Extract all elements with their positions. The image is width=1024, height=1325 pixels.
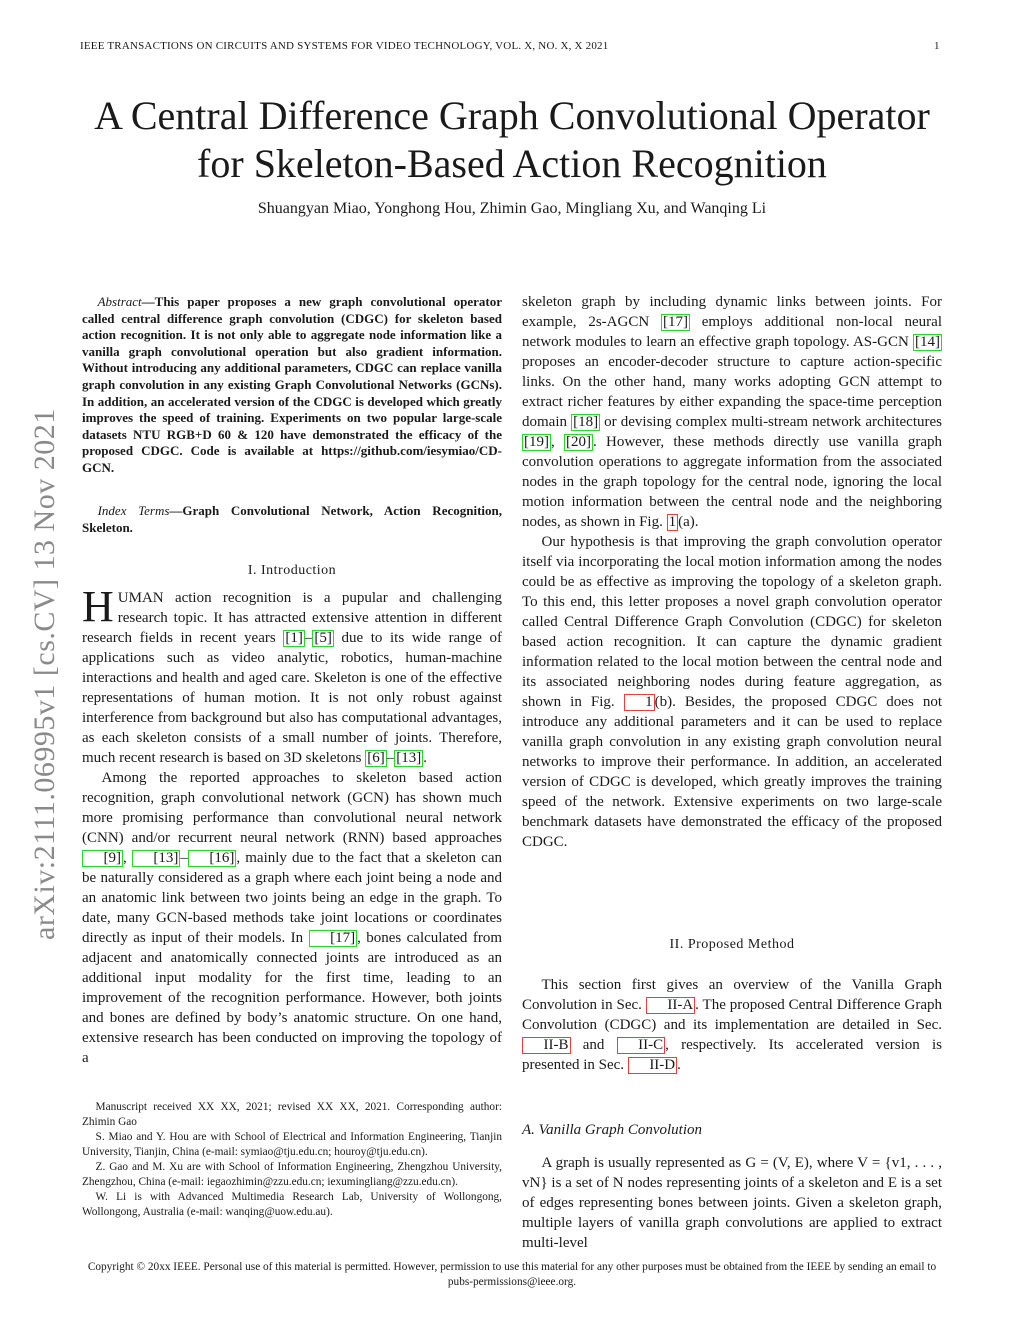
title-line-1: A Central Difference Graph Convolutional Operator [94,93,930,138]
paragraph: skeleton graph by including dynamic links between joints. For example, 2s-AGCN [17] employs additional non-local neural network modules to learn an effective graph topology. AS-GCN [14] proposes an encoder-decoder structure to capture action-specific links. On the other hand, many works adopting GCN attempt to extract richer features by either expanding the space-time perception domain [18] or devising complex multi-stream network architectures [19] , [20] . However, these methods directly use vanilla graph convolution operations to aggregate information from the associated nodes in the graph topology for the central node, ignoring the local motion information between the central node and the neighboring nodes, as shown in Fig. 1 (a). [522,294,942,530]
citation-link[interactable]: [1] [285,630,303,646]
footnote: Manuscript received XX XX, 2021; revised XX XX, 2021. Corresponding author: Zhimin Gao [82,1101,502,1128]
page-number: 1 [934,40,940,52]
citation-link[interactable]: [13] [132,850,181,867]
method-overview [522,975,942,1075]
arxiv-stamp: arXiv:2111.06995v1 [cs.CV] 13 Nov 2021 [28,408,61,940]
paragraph: This section first gives an overview of the Vanilla Graph Convolution in Sec. II-A . The proposed Central Difference Graph Convolution (CDGC) and its implementation are detailed in Sec. II-B and II-C , respectively. Its accelerated version is presented in Sec. II-D . [522,977,942,1073]
citation-link[interactable]: [9] [82,850,123,867]
right-column-body [522,292,942,852]
citation-link[interactable]: [20] [566,434,591,450]
paragraph: A graph is usually represented as G = (V, E), where V = {v1, . . . , vN} is a set of N nodes representing joints of a skeleton and E is a set of edges representing bones between joints. Given a skeleton graph, multiple layers of vanilla graph convolutions are applied to extract multi-level [522,1155,942,1251]
citation-link[interactable]: [14] [915,334,940,350]
footnote: Z. Gao and M. Xu are with School of Information Engineering, Zhengzhou University, Zhengzhou, China (e-mail: iegaozhimin@zzu.edu.cn; iexumingliang@zzu.edu.cn). [82,1161,502,1188]
drop-cap: H [82,582,114,631]
figure-link[interactable]: 1 [668,514,677,530]
intro-paragraph-1: HUMAN action recognition is a pupular and challenging research topic. It has attracted extensive attention in different research fields in recent years [1] – [5] due to its wide range of applications such as video analytic, robotics, human-machine interactions and health and aged care. Skeleton is one of the effective representations of human motion. It is not only robust against interference from background but also has computational advantages, as each skeleton consists of a small number of joints. Therefore, much recent research is based on 3D skeletons [6] – [13] . [82,582,502,766]
abstract [82,294,502,477]
citation-link[interactable]: [19] [524,434,549,450]
vanilla-graph-text [522,1153,942,1253]
citation-link[interactable]: [16] [188,850,237,867]
author-list: Shuangyan Miao, Yonghong Hou, Zhimin Gao, Mingliang Xu, and Wanqing Li [257,200,767,217]
section-link[interactable]: II-A [646,997,695,1014]
paragraph: Our hypothesis is that improving the graph convolution operator itself via incorporating the local motion information among the nodes could be as effective as improving the topology of a skeleton graph. To this end, this letter proposes a novel graph convolution operator called Central Difference Graph Convolution (CDGC) for skeleton based action recognition. It can capture the dynamic gradient information related to the local motion between the central node and its associated neighboring nodes during feature aggregation, as shown in Fig. 1 (b). Besides, the proposed CDGC does not introduce any additional parameters and it can be used to replace vanilla graph convolution in any existing graph convolution neural networks to improve their performance. In addition, an accelerated version of CDGC is developed, which greatly improves the training speed of the network. Extensive experiments on two large-scale benchmark datasets have demonstrated the efficacy of the proposed CDGC. [522,534,942,850]
section-heading-proposed-method: II. Proposed Method [669,937,795,952]
running-header: IEEE TRANSACTIONS ON CIRCUITS AND SYSTEMS FOR VIDEO TECHNOLOGY, VOL. X, NO. X, X 2021 [80,40,609,52]
citation-link[interactable]: [17] [662,314,688,330]
subsection-heading: A. Vanilla Graph Convolution [522,1122,702,1138]
citation-link[interactable]: [5] [314,630,332,646]
citation-link[interactable]: [13] [396,750,422,766]
citation-link[interactable]: [18] [573,414,599,430]
index-terms-label: Index Terms [97,503,170,518]
section-link[interactable]: II-C [617,1037,666,1054]
index-terms [82,503,502,536]
paper-title [60,92,964,188]
index-terms-text: —Graph Convolutional Network, Action Recognition, Skeleton. [82,503,502,535]
title-line-2: for Skeleton-Based Action Recognition [197,141,827,186]
abstract-label: Abstract [97,294,142,309]
intro-paragraph-2: Among the reported approaches to skeleton based action recognition, graph convolutional network (GCN) has shown much more promising performance than convolutional neural network (CNN) and/or recurrent neural network (RNN) based approaches [9] , [13] – [16] , mainly due to the fact that a skeleton can be naturally considered as a graph where each joint being a node and an anatomic link between two joints being an edge in the graph. To date, many GCN-based methods take joint locations or coordinates directly as input of their models. In [17] , bones calculated from adjacent and anatomically connected joints are introduced as an additional input modality for the first time, leading to an improvement of the recognition performance. However, both joints and bones are defined by body’s anatomic structure. On one hand, extensive research has been conducted on improving the topology of a [82,770,503,1066]
abstract-text: —This paper proposes a new graph convolutional operator called central difference graph convolution (CDGC) for skeleton based action recognition. It is not only able to aggregate node information like a vanilla graph convolutional operation but also gradient information. Without introducing any additional parameters, CDGC can replace vanilla graph convolution in any existing Graph Convolutional Networks (GCNs). In addition, an accelerated version of the CDGC is developed which greatly improves the speed of training. Experiments on two popular large-scale datasets NTU RGB+D 60 & 120 have demonstrated the efficacy of the proposed CDGC. Code is available at https://github.com/iesymiao/CD-GCN. [82,294,502,475]
citation-link[interactable]: [17] [309,930,358,947]
section-heading-introduction: I. Introduction [247,563,337,578]
footnote: S. Miao and Y. Hou are with School of Electrical and Information Engineering, Tianjin University, Tianjin, China (e-mail: symiao@tju.edu.cn; houroy@tju.edu.cn). [82,1131,502,1158]
introduction-body [82,582,503,1068]
footnote: W. Li is with Advanced Multimedia Research Lab, University of Wollongong, Wollongong, Australia (e-mail: wanqing@uow.edu.au). [82,1191,502,1218]
copyright-notice: Copyright © 20xx IEEE. Personal use of this material is permitted. However, permission to use this material for any other purposes must be obtained from the IEEE by sending an email to pubs-permissions@ieee.org. [87,1261,937,1288]
footnotes [82,1100,502,1220]
citation-link[interactable]: [6] [367,750,385,766]
section-link[interactable]: II-D [628,1057,677,1074]
figure-link[interactable]: 1 [624,694,655,711]
section-link[interactable]: II-B [522,1037,571,1054]
